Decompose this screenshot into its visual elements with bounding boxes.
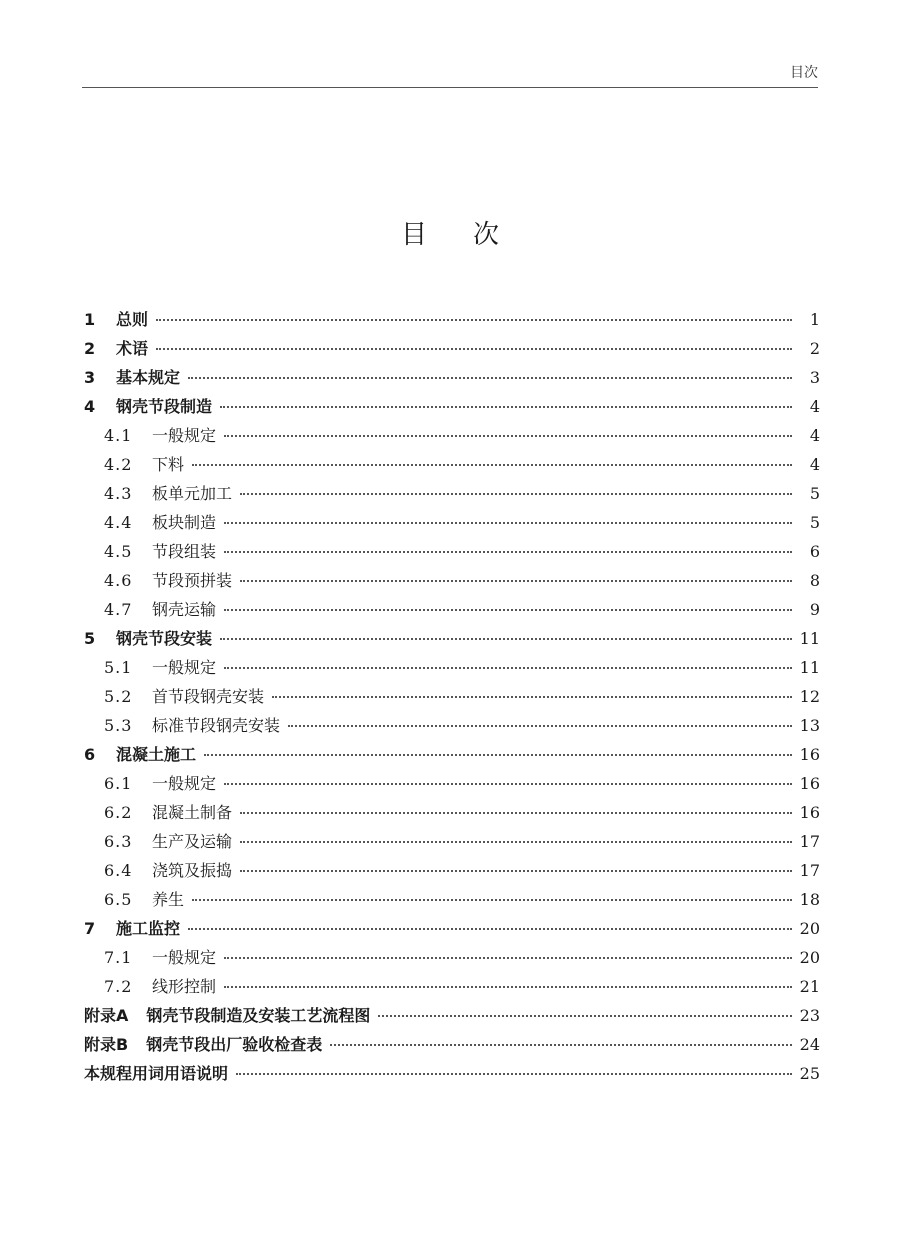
toc-entry-number: 5 xyxy=(84,629,96,648)
toc-entry-page: 3 xyxy=(809,368,820,387)
toc-entry-label: 板单元加工 xyxy=(152,484,233,503)
toc-entry[interactable] xyxy=(84,595,820,624)
toc-dot-leader xyxy=(188,377,792,379)
toc-dot-leader xyxy=(224,783,792,785)
toc-entry-number: 4.6 xyxy=(104,571,133,590)
toc-entry-number: 附录B xyxy=(84,1035,129,1054)
toc-entry-label: 首节段钢壳安装 xyxy=(152,687,265,706)
toc-dot-leader xyxy=(220,406,792,408)
toc-entry-label: 术语 xyxy=(116,339,149,358)
toc-entry-number: 6.2 xyxy=(104,803,133,822)
toc-entry-label: 施工监控 xyxy=(116,919,181,938)
toc-entry[interactable] xyxy=(84,1001,820,1030)
toc-entry-page: 23 xyxy=(799,1006,820,1025)
toc-entry-label: 节段预拼装 xyxy=(152,571,233,590)
toc-entry-label: 板块制造 xyxy=(152,513,217,532)
toc-entry-page: 17 xyxy=(799,832,820,851)
toc-entry-page: 18 xyxy=(799,890,820,909)
toc-entry[interactable] xyxy=(84,1030,820,1059)
toc-entry-label: 钢壳节段出厂验收检查表 xyxy=(146,1035,323,1054)
toc-entry-label: 浇筑及振捣 xyxy=(152,861,233,880)
toc-entry[interactable] xyxy=(84,740,820,769)
toc-entry[interactable] xyxy=(84,856,820,885)
table-of-contents xyxy=(84,305,820,1088)
toc-entry-label: 钢壳节段制造 xyxy=(116,397,213,416)
toc-dot-leader xyxy=(224,986,792,988)
toc-dot-leader xyxy=(220,638,792,640)
toc-entry[interactable] xyxy=(84,392,820,421)
toc-entry-number: 2 xyxy=(84,339,96,358)
toc-entry-label: 混凝土制备 xyxy=(152,803,233,822)
toc-entry-page: 16 xyxy=(799,774,820,793)
toc-dot-leader xyxy=(224,551,792,553)
toc-entry-page: 6 xyxy=(809,542,820,561)
toc-entry-label: 一般规定 xyxy=(152,658,217,677)
toc-entry-number: 7 xyxy=(84,919,96,938)
running-header-title: 目次 xyxy=(790,65,818,81)
toc-entry-number: 3 xyxy=(84,368,96,387)
toc-entry[interactable] xyxy=(84,363,820,392)
toc-entry-label: 基本规定 xyxy=(116,368,181,387)
toc-entry[interactable] xyxy=(84,566,820,595)
toc-dot-leader xyxy=(236,1073,792,1075)
toc-entry[interactable] xyxy=(84,798,820,827)
toc-entry[interactable] xyxy=(84,827,820,856)
toc-entry-page: 12 xyxy=(799,687,820,706)
toc-entry-page: 11 xyxy=(799,629,820,648)
toc-entry-number: 5.3 xyxy=(104,716,133,735)
toc-entry-page: 21 xyxy=(799,977,820,996)
header-rule xyxy=(82,87,818,88)
toc-entry-label: 总则 xyxy=(116,310,149,329)
toc-entry-page: 2 xyxy=(809,339,820,358)
toc-entry-label: 混凝土施工 xyxy=(116,745,197,764)
toc-dot-leader xyxy=(192,899,792,901)
toc-entry-label: 线形控制 xyxy=(152,977,217,996)
toc-entry-page: 9 xyxy=(809,600,820,619)
toc-entry[interactable] xyxy=(84,421,820,450)
toc-entry[interactable] xyxy=(84,305,820,334)
toc-entry-page: 16 xyxy=(799,745,820,764)
toc-entry-number: 4.5 xyxy=(104,542,133,561)
toc-entry[interactable] xyxy=(84,653,820,682)
toc-dot-leader xyxy=(156,348,792,350)
toc-dot-leader xyxy=(224,609,792,611)
toc-entry-page: 4 xyxy=(809,455,820,474)
toc-entry-number: 7.1 xyxy=(104,948,133,967)
toc-entry-page: 5 xyxy=(809,513,820,532)
toc-entry[interactable] xyxy=(84,711,820,740)
toc-entry-page: 25 xyxy=(799,1064,820,1083)
toc-entry-page: 17 xyxy=(799,861,820,880)
toc-entry-page: 1 xyxy=(809,310,820,329)
toc-entry-label: 一般规定 xyxy=(152,948,217,967)
toc-entry-page: 11 xyxy=(799,658,820,677)
toc-entry-number: 5.2 xyxy=(104,687,133,706)
toc-entry[interactable] xyxy=(84,479,820,508)
toc-entry[interactable] xyxy=(84,682,820,711)
toc-entry-page: 5 xyxy=(809,484,820,503)
toc-entry-label: 节段组装 xyxy=(152,542,217,561)
toc-dot-leader xyxy=(224,522,792,524)
toc-entry-number: 5.1 xyxy=(104,658,133,677)
toc-entry[interactable] xyxy=(84,537,820,566)
toc-dot-leader xyxy=(378,1015,791,1017)
toc-entry[interactable] xyxy=(84,885,820,914)
toc-entry-page: 8 xyxy=(809,571,820,590)
toc-entry[interactable] xyxy=(84,769,820,798)
toc-entry-page: 4 xyxy=(809,426,820,445)
toc-entry-label: 一般规定 xyxy=(152,774,217,793)
toc-entry-number: 4.4 xyxy=(104,513,133,532)
page-title: 目次 xyxy=(400,220,545,250)
toc-entry-label: 一般规定 xyxy=(152,426,217,445)
toc-dot-leader xyxy=(288,725,792,727)
toc-entry[interactable] xyxy=(84,914,820,943)
toc-entry[interactable] xyxy=(84,972,820,1001)
toc-dot-leader xyxy=(330,1044,791,1046)
toc-entry-label: 标准节段钢壳安装 xyxy=(152,716,281,735)
toc-entry[interactable] xyxy=(84,1059,820,1088)
toc-entry-number: 附录A xyxy=(84,1006,129,1025)
toc-entry[interactable] xyxy=(84,943,820,972)
toc-dot-leader xyxy=(240,580,792,582)
toc-entry-page: 4 xyxy=(809,397,820,416)
toc-dot-leader xyxy=(240,841,792,843)
toc-entry-number: 6.1 xyxy=(104,774,133,793)
toc-entry-number: 6.3 xyxy=(104,832,133,851)
toc-entry-number: 6 xyxy=(84,745,96,764)
toc-entry-page: 20 xyxy=(799,919,820,938)
toc-dot-leader xyxy=(204,754,792,756)
toc-dot-leader xyxy=(224,435,792,437)
toc-entry[interactable] xyxy=(84,334,820,363)
toc-entry[interactable] xyxy=(84,450,820,479)
toc-dot-leader xyxy=(224,957,792,959)
toc-entry-page: 13 xyxy=(799,716,820,735)
toc-entry-label: 钢壳节段制造及安装工艺流程图 xyxy=(146,1006,371,1025)
toc-entry-label: 钢壳节段安装 xyxy=(116,629,213,648)
toc-dot-leader xyxy=(272,696,792,698)
toc-entry-label: 下料 xyxy=(152,455,185,474)
toc-dot-leader xyxy=(188,928,792,930)
toc-dot-leader xyxy=(192,464,792,466)
toc-entry-number: 4 xyxy=(84,397,96,416)
toc-entry-number: 6.4 xyxy=(104,861,133,880)
toc-dot-leader xyxy=(240,493,792,495)
toc-dot-leader xyxy=(240,870,792,872)
toc-entry-number: 4.7 xyxy=(104,600,133,619)
toc-entry-number: 4.3 xyxy=(104,484,133,503)
toc-entry-page: 20 xyxy=(799,948,820,967)
toc-entry-label: 养生 xyxy=(152,890,185,909)
toc-entry-page: 16 xyxy=(799,803,820,822)
toc-entry[interactable] xyxy=(84,624,820,653)
toc-entry-label: 本规程用词用语说明 xyxy=(84,1064,229,1083)
toc-entry-number: 6.5 xyxy=(104,890,133,909)
toc-entry-number: 4.1 xyxy=(104,426,133,445)
toc-entry-page: 24 xyxy=(799,1035,820,1054)
toc-entry-number: 7.2 xyxy=(104,977,133,996)
toc-dot-leader xyxy=(240,812,792,814)
toc-entry-number: 4.2 xyxy=(104,455,133,474)
toc-dot-leader xyxy=(156,319,792,321)
toc-entry-label: 生产及运输 xyxy=(152,832,233,851)
toc-dot-leader xyxy=(224,667,792,669)
toc-entry-number: 1 xyxy=(84,310,96,329)
toc-entry-label: 钢壳运输 xyxy=(152,600,217,619)
toc-entry[interactable] xyxy=(84,508,820,537)
